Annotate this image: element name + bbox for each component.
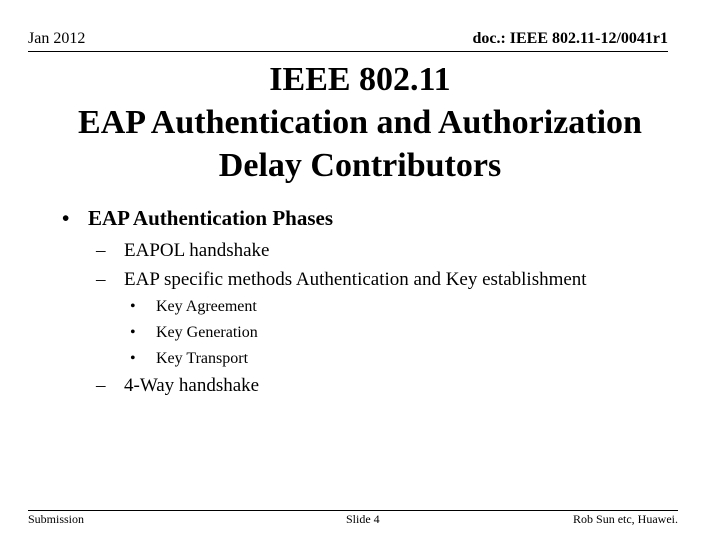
sub-sub-point-text: Key Agreement: [156, 298, 257, 315]
main-point-text: EAP Authentication Phases: [88, 206, 334, 230]
slide-title: [0, 58, 720, 187]
bullet-icon: •: [130, 350, 136, 367]
dash-icon: –: [96, 240, 106, 261]
bullet-icon: •: [130, 298, 136, 315]
sub-sub-point-text: Key Generation: [156, 324, 258, 341]
header-doc-id: doc.: IEEE 802.11-12/0041r1: [472, 30, 668, 47]
title-line-3: Delay Contributors: [218, 147, 502, 184]
header-divider: [28, 51, 668, 52]
sub-sub-point-text: Key Transport: [156, 350, 249, 367]
bullet-main-point: [62, 205, 333, 231]
footer-author: Rob Sun etc, Huawei.: [573, 512, 678, 526]
sub-sub-point-key-agreement: [130, 297, 257, 317]
sub-sub-point-key-transport: [130, 349, 248, 369]
sub-point-text: EAPOL handshake: [124, 240, 270, 261]
sub-point-eap-methods: [96, 269, 587, 291]
sub-point-text: EAP specific methods Authentication and Key establishment: [124, 269, 587, 290]
footer-divider: [28, 510, 678, 511]
sub-sub-point-key-generation: [130, 323, 258, 343]
dash-icon: –: [96, 269, 106, 290]
header-date: Jan 2012: [28, 30, 86, 47]
sub-point-4way: [96, 375, 259, 397]
sub-point-eapol: [96, 240, 269, 262]
title-line-1: IEEE 802.11: [269, 61, 451, 98]
footer-slide-number: Slide 4: [346, 512, 380, 526]
bullet-icon: •: [62, 206, 70, 230]
title-line-2: EAP Authentication and Authorization: [78, 104, 642, 141]
footer-submission: Submission: [28, 512, 85, 526]
dash-icon: –: [96, 375, 106, 396]
sub-point-text: 4-Way handshake: [124, 375, 260, 396]
bullet-icon: •: [130, 324, 136, 341]
